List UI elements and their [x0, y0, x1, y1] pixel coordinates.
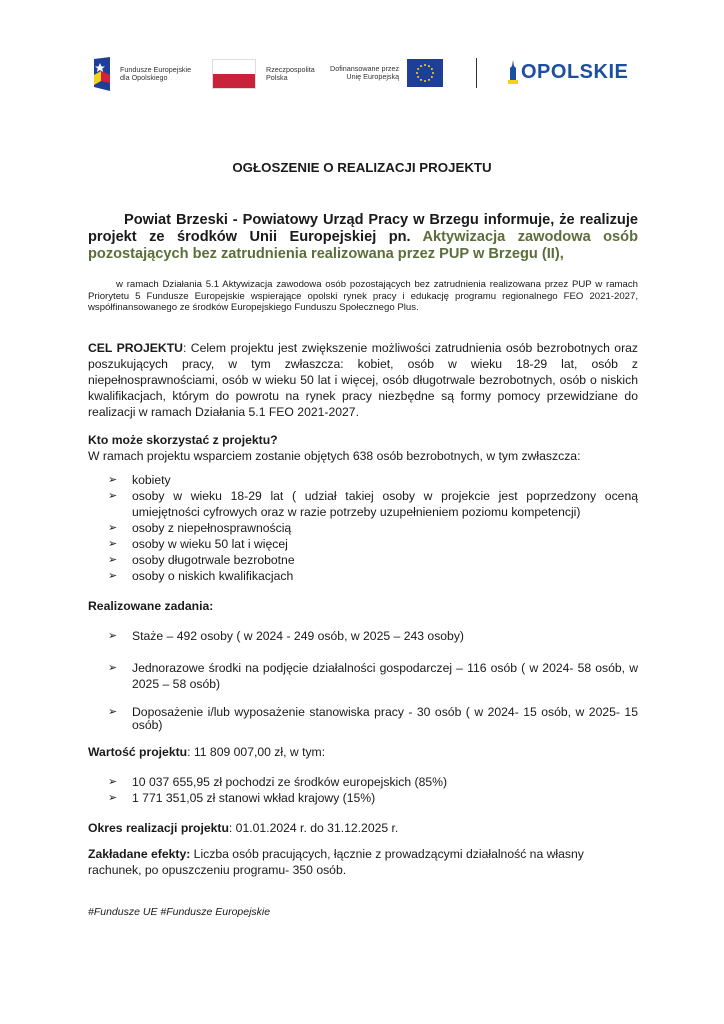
list-item: ➢ Staże – 492 osoby ( w 2024 - 249 osób, w 2025 – 243 osoby)	[108, 629, 464, 643]
tasks-heading: Realizowane zadania:	[88, 599, 214, 613]
who-text: W ramach projektu wsparciem zostanie objętych 638 osób bezrobotnych, w tym zwłaszcza:	[88, 449, 581, 463]
value-list	[108, 774, 638, 806]
who-section	[88, 432, 638, 464]
goal-text: : Celem projektu jest zwiększenie możliwości zatrudnienia osób bezrobotnych oraz poszukujących pracy, w tym zwłaszcza: kobiet, osób w wieku 18-29 lat, osób z niepełnosprawnościami, osób w wieku 50 lat i więcej, osób długotrwale bezrobotnych, osób o niskich kwalifikacjach, którym do powrotu na rynek pracy niezbędne są formy pomocy przewidziane do realizacji w ramach Działania 5.1 FEO 2021-2027.	[88, 341, 639, 419]
intro-text: Powiat Brzeski - Powiatowy Urząd Pracy w Brzegu informuje, że realizuje projekt ze środków Unii Europejskiej pn.	[88, 212, 638, 245]
fe-line1: Fundusze Europejskie	[120, 64, 192, 74]
opolskie-wordmark: OPOLSKIE	[521, 60, 629, 83]
period-text: : 01.01.2024 r. do 31.12.2025 r.	[228, 821, 399, 835]
value-paragraph	[88, 744, 638, 760]
list-item: ➢ osoby o niskich kwalifikacjach	[108, 569, 294, 583]
pl-line2: Polska	[266, 73, 288, 82]
period-label: Okres realizacji projektu	[88, 821, 229, 835]
tower-icon	[508, 60, 518, 84]
list-item: ➢ osoby długotrwale bezrobotne	[108, 553, 295, 567]
list-item: ➢ kobiety	[108, 473, 171, 487]
logo-bar	[90, 56, 640, 92]
list-item: ➢ osoby z niepełnosprawnością	[108, 521, 292, 535]
arrow-bullet-icon: ➢	[108, 662, 118, 674]
fe-line2: dla Opolskiego	[120, 73, 168, 82]
list-item: ➢ 1 771 351,05 zł stanowi wkład krajowy (15%)	[108, 791, 376, 805]
goal-label: CEL PROJEKTU	[88, 341, 183, 355]
who-list	[108, 472, 638, 584]
arrow-bullet-icon: ➢	[108, 776, 118, 788]
pl-line1: Rzeczpospolita	[266, 64, 315, 74]
arrow-bullet-icon: ➢	[108, 538, 118, 550]
tasks-list	[108, 628, 638, 732]
arrow-bullet-icon: ➢	[108, 570, 118, 582]
context-text: w ramach Działania 5.1 Aktywizacja zawodowa osób pozostających bez zatrudnienia realizowana przez PUP w ramach Priorytetu 5 Fundusze Europejskie wspierające opolski rynek pracy i edukację programu regionalnego FEO 2021-2027, współfinansowanego ze środków Europejskiego Funduszu Społecznego Plus.	[88, 279, 638, 313]
list-item: ➢ 10 037 655,95 zł pochodzi ze środków europejskich (85%)	[108, 775, 448, 789]
who-heading: Kto może skorzystać z projektu?	[88, 433, 278, 447]
project-name: Aktywizacja zawodowa osób pozostających bez zatrudnienia realizowana przez PUP w Brzegu (II),	[88, 229, 638, 262]
logo-eu	[330, 59, 443, 87]
intro-paragraph	[88, 212, 638, 263]
list-item: ➢ osoby w wieku 50 lat i więcej	[108, 537, 288, 551]
list-item: ➢ Doposażenie i/lub wyposażenie stanowiska pracy - 30 osób ( w 2024- 15 osób, w 2025- 15 osób)	[108, 705, 638, 732]
logo-rzeczpospolita	[212, 59, 315, 89]
effects-label: Zakładane efekty:	[88, 847, 191, 861]
polish-flag-icon	[212, 59, 256, 89]
value-label: Wartość projektu	[88, 745, 188, 759]
page-title: OGŁOSZENIE O REALIZACJI PROJEKTU	[232, 160, 492, 175]
arrow-bullet-icon: ➢	[108, 792, 118, 804]
effects-text: Liczba osób pracujących, łącznie z prowadzącymi działalność na własny rachunek, po opuszczeniu programu- 350 osób.	[88, 847, 584, 877]
context-paragraph	[88, 279, 638, 314]
fe-emblem-icon	[90, 57, 112, 91]
arrow-bullet-icon: ➢	[108, 706, 118, 718]
arrow-bullet-icon: ➢	[108, 630, 118, 642]
arrow-bullet-icon: ➢	[108, 522, 118, 534]
value-text: : 11 809 007,00 zł, w tym:	[187, 745, 326, 759]
arrow-bullet-icon: ➢	[108, 554, 118, 566]
logo-divider	[476, 58, 477, 88]
list-item: ➢ osoby w wieku 18-29 lat ( udział takiej osoby w projekcie jest poprzedzony oceną umiejętności cyfrowych oraz w razie potrzeby uzupełnieniem poziomu kompetencji)	[108, 489, 638, 519]
goal-paragraph	[88, 340, 638, 420]
eu-line1: Dofinansowane przez	[330, 63, 400, 73]
eu-flag-icon	[407, 59, 443, 87]
eu-line2: Unię Europejską	[346, 72, 400, 81]
list-item: ➢ Jednorazowe środki na podjęcie działalności gospodarczej – 116 osób ( w 2024- 58 osób, w 2025 – 58 osób)	[108, 661, 638, 691]
hashtags: #Fundusze UE #Fundusze Europejskie	[88, 906, 271, 918]
effects-paragraph	[88, 846, 588, 878]
period-paragraph	[88, 820, 638, 836]
logo-opolskie	[508, 60, 628, 84]
arrow-bullet-icon: ➢	[108, 490, 118, 502]
arrow-bullet-icon: ➢	[108, 474, 118, 486]
logo-fundusze-europejskie	[90, 56, 191, 92]
